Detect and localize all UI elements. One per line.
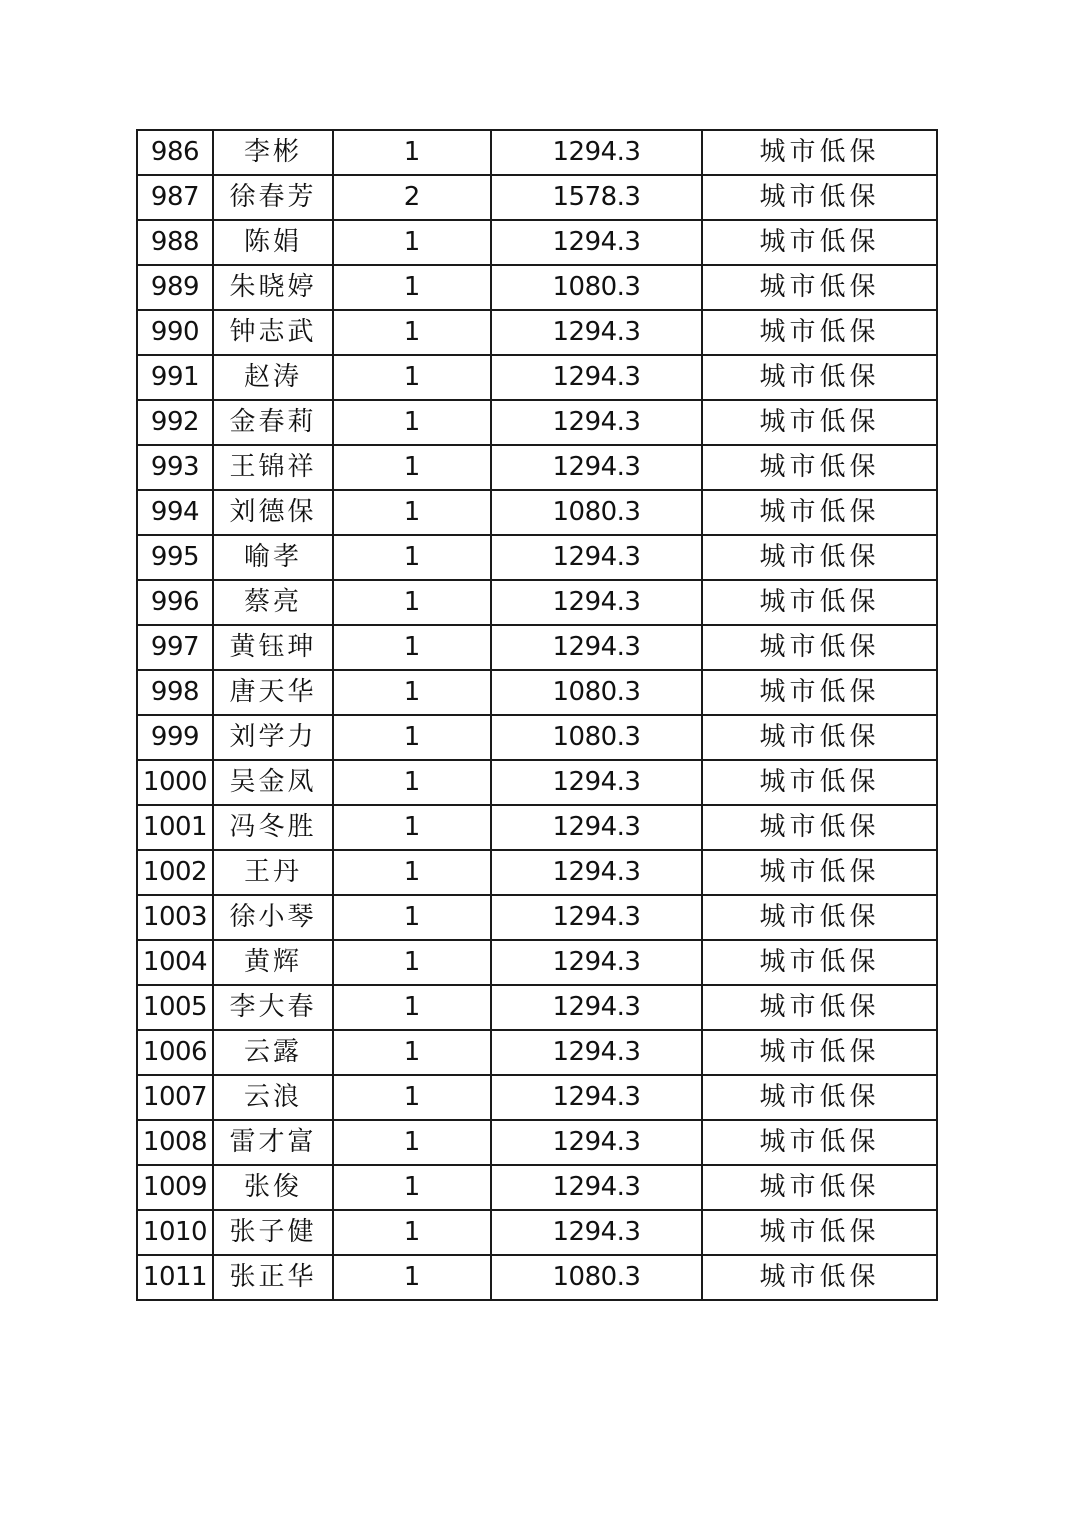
household-count-cell: 1 xyxy=(333,1075,491,1120)
benefit-type-cell: 城市低保 xyxy=(702,490,937,535)
benefit-type-cell: 城市低保 xyxy=(702,175,937,220)
serial-number-cell: 995 xyxy=(137,535,213,580)
amount-cell: 1294.3 xyxy=(491,940,702,985)
serial-number-cell: 986 xyxy=(137,130,213,175)
benefit-type-cell: 城市低保 xyxy=(702,1120,937,1165)
table-row xyxy=(137,580,937,625)
household-count-cell: 1 xyxy=(333,670,491,715)
serial-number-cell: 990 xyxy=(137,310,213,355)
serial-number-cell: 988 xyxy=(137,220,213,265)
household-count-cell: 1 xyxy=(333,535,491,580)
recipient-name-cell: 张子健 xyxy=(213,1210,333,1255)
serial-number-cell: 999 xyxy=(137,715,213,760)
recipient-name-cell: 徐小琴 xyxy=(213,895,333,940)
recipient-name-cell: 刘德保 xyxy=(213,490,333,535)
table-row xyxy=(137,940,937,985)
household-count-cell: 1 xyxy=(333,1030,491,1075)
table-row xyxy=(137,1075,937,1120)
table-row xyxy=(137,1165,937,1210)
household-count-cell: 2 xyxy=(333,175,491,220)
serial-number-cell: 996 xyxy=(137,580,213,625)
recipient-name-cell: 刘学力 xyxy=(213,715,333,760)
table-row xyxy=(137,760,937,805)
serial-number-cell: 1008 xyxy=(137,1120,213,1165)
recipient-name-cell: 李彬 xyxy=(213,130,333,175)
recipient-name-cell: 金春莉 xyxy=(213,400,333,445)
table-row xyxy=(137,355,937,400)
household-count-cell: 1 xyxy=(333,1255,491,1300)
amount-cell: 1294.3 xyxy=(491,310,702,355)
household-count-cell: 1 xyxy=(333,1165,491,1210)
amount-cell: 1294.3 xyxy=(491,130,702,175)
benefit-type-cell: 城市低保 xyxy=(702,535,937,580)
amount-cell: 1294.3 xyxy=(491,445,702,490)
household-count-cell: 1 xyxy=(333,1210,491,1255)
benefit-type-cell: 城市低保 xyxy=(702,400,937,445)
household-count-cell: 1 xyxy=(333,760,491,805)
recipient-name-cell: 钟志武 xyxy=(213,310,333,355)
amount-cell: 1294.3 xyxy=(491,625,702,670)
amount-cell: 1080.3 xyxy=(491,715,702,760)
recipient-name-cell: 赵涛 xyxy=(213,355,333,400)
amount-cell: 1080.3 xyxy=(491,265,702,310)
household-count-cell: 1 xyxy=(333,445,491,490)
table-row xyxy=(137,895,937,940)
table-row xyxy=(137,445,937,490)
amount-cell: 1080.3 xyxy=(491,670,702,715)
household-count-cell: 1 xyxy=(333,895,491,940)
recipient-name-cell: 云露 xyxy=(213,1030,333,1075)
recipient-name-cell: 李大春 xyxy=(213,985,333,1030)
table-row xyxy=(137,310,937,355)
table-row xyxy=(137,1120,937,1165)
serial-number-cell: 1006 xyxy=(137,1030,213,1075)
recipient-name-cell: 云浪 xyxy=(213,1075,333,1120)
table-row xyxy=(137,130,937,175)
benefit-type-cell: 城市低保 xyxy=(702,580,937,625)
amount-cell: 1080.3 xyxy=(491,490,702,535)
household-count-cell: 1 xyxy=(333,265,491,310)
table-row xyxy=(137,400,937,445)
amount-cell: 1294.3 xyxy=(491,1075,702,1120)
benefit-type-cell: 城市低保 xyxy=(702,1030,937,1075)
benefit-type-cell: 城市低保 xyxy=(702,1210,937,1255)
table-body xyxy=(137,130,937,1300)
serial-number-cell: 1001 xyxy=(137,805,213,850)
recipient-name-cell: 黄钰珅 xyxy=(213,625,333,670)
amount-cell: 1294.3 xyxy=(491,760,702,805)
benefit-type-cell: 城市低保 xyxy=(702,355,937,400)
benefit-type-cell: 城市低保 xyxy=(702,940,937,985)
benefit-type-cell: 城市低保 xyxy=(702,760,937,805)
serial-number-cell: 987 xyxy=(137,175,213,220)
amount-cell: 1294.3 xyxy=(491,850,702,895)
serial-number-cell: 991 xyxy=(137,355,213,400)
recipient-name-cell: 蔡亮 xyxy=(213,580,333,625)
amount-cell: 1294.3 xyxy=(491,805,702,850)
benefit-type-cell: 城市低保 xyxy=(702,220,937,265)
benefit-type-cell: 城市低保 xyxy=(702,265,937,310)
table-row xyxy=(137,535,937,580)
household-count-cell: 1 xyxy=(333,850,491,895)
serial-number-cell: 1005 xyxy=(137,985,213,1030)
table-row xyxy=(137,490,937,535)
amount-cell: 1080.3 xyxy=(491,1255,702,1300)
table-row xyxy=(137,220,937,265)
serial-number-cell: 1009 xyxy=(137,1165,213,1210)
household-count-cell: 1 xyxy=(333,580,491,625)
recipient-name-cell: 张俊 xyxy=(213,1165,333,1210)
household-count-cell: 1 xyxy=(333,355,491,400)
table-row xyxy=(137,715,937,760)
household-count-cell: 1 xyxy=(333,310,491,355)
table-row xyxy=(137,265,937,310)
recipient-name-cell: 陈娟 xyxy=(213,220,333,265)
household-count-cell: 1 xyxy=(333,805,491,850)
recipient-name-cell: 王锦祥 xyxy=(213,445,333,490)
serial-number-cell: 1010 xyxy=(137,1210,213,1255)
amount-cell: 1294.3 xyxy=(491,985,702,1030)
serial-number-cell: 994 xyxy=(137,490,213,535)
recipient-name-cell: 雷才富 xyxy=(213,1120,333,1165)
table-row xyxy=(137,670,937,715)
amount-cell: 1294.3 xyxy=(491,1210,702,1255)
amount-cell: 1294.3 xyxy=(491,1165,702,1210)
serial-number-cell: 998 xyxy=(137,670,213,715)
amount-cell: 1294.3 xyxy=(491,580,702,625)
recipient-name-cell: 冯冬胜 xyxy=(213,805,333,850)
table-row xyxy=(137,805,937,850)
household-count-cell: 1 xyxy=(333,220,491,265)
recipient-name-cell: 张正华 xyxy=(213,1255,333,1300)
benefit-type-cell: 城市低保 xyxy=(702,895,937,940)
benefit-type-cell: 城市低保 xyxy=(702,310,937,355)
benefit-type-cell: 城市低保 xyxy=(702,1075,937,1120)
serial-number-cell: 1004 xyxy=(137,940,213,985)
table-row xyxy=(137,1255,937,1300)
household-count-cell: 1 xyxy=(333,715,491,760)
benefit-type-cell: 城市低保 xyxy=(702,715,937,760)
recipient-name-cell: 唐天华 xyxy=(213,670,333,715)
recipient-name-cell: 吴金凤 xyxy=(213,760,333,805)
table-row xyxy=(137,175,937,220)
amount-cell: 1294.3 xyxy=(491,1120,702,1165)
benefit-type-cell: 城市低保 xyxy=(702,130,937,175)
recipient-name-cell: 喻孝 xyxy=(213,535,333,580)
benefit-type-cell: 城市低保 xyxy=(702,1255,937,1300)
serial-number-cell: 1011 xyxy=(137,1255,213,1300)
recipient-name-cell: 王丹 xyxy=(213,850,333,895)
table-row xyxy=(137,625,937,670)
benefit-type-cell: 城市低保 xyxy=(702,1165,937,1210)
table-row xyxy=(137,1030,937,1075)
amount-cell: 1294.3 xyxy=(491,355,702,400)
household-count-cell: 1 xyxy=(333,400,491,445)
serial-number-cell: 1000 xyxy=(137,760,213,805)
recipient-name-cell: 徐春芳 xyxy=(213,175,333,220)
recipient-name-cell: 黄辉 xyxy=(213,940,333,985)
serial-number-cell: 993 xyxy=(137,445,213,490)
benefit-type-cell: 城市低保 xyxy=(702,625,937,670)
serial-number-cell: 989 xyxy=(137,265,213,310)
amount-cell: 1294.3 xyxy=(491,1030,702,1075)
household-count-cell: 1 xyxy=(333,1120,491,1165)
table-row xyxy=(137,1210,937,1255)
household-count-cell: 1 xyxy=(333,940,491,985)
table-row xyxy=(137,850,937,895)
table-row xyxy=(137,985,937,1030)
benefit-roster-table xyxy=(136,129,938,1301)
amount-cell: 1294.3 xyxy=(491,220,702,265)
amount-cell: 1294.3 xyxy=(491,400,702,445)
household-count-cell: 1 xyxy=(333,490,491,535)
recipient-name-cell: 朱晓婷 xyxy=(213,265,333,310)
household-count-cell: 1 xyxy=(333,625,491,670)
serial-number-cell: 1002 xyxy=(137,850,213,895)
benefit-type-cell: 城市低保 xyxy=(702,805,937,850)
household-count-cell: 1 xyxy=(333,985,491,1030)
amount-cell: 1294.3 xyxy=(491,535,702,580)
benefit-type-cell: 城市低保 xyxy=(702,670,937,715)
serial-number-cell: 1007 xyxy=(137,1075,213,1120)
benefit-type-cell: 城市低保 xyxy=(702,985,937,1030)
amount-cell: 1578.3 xyxy=(491,175,702,220)
benefit-type-cell: 城市低保 xyxy=(702,850,937,895)
amount-cell: 1294.3 xyxy=(491,895,702,940)
serial-number-cell: 1003 xyxy=(137,895,213,940)
benefit-type-cell: 城市低保 xyxy=(702,445,937,490)
serial-number-cell: 997 xyxy=(137,625,213,670)
serial-number-cell: 992 xyxy=(137,400,213,445)
household-count-cell: 1 xyxy=(333,130,491,175)
